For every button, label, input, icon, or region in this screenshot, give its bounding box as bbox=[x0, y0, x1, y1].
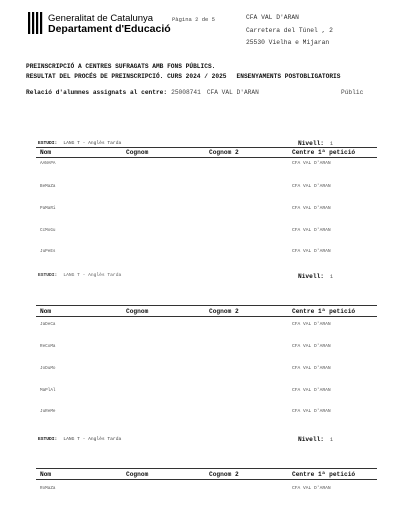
row-centre: CFA VAL D'ARAN bbox=[292, 322, 331, 327]
department-name: Departament d'Educació bbox=[48, 23, 171, 35]
divider bbox=[36, 316, 377, 317]
row-centre: CFA VAL D'ARAN bbox=[292, 161, 331, 166]
col-header-centre: Centre 1ª petició bbox=[292, 471, 356, 478]
row-centre: CFA VAL D'ARAN bbox=[292, 388, 331, 393]
col-header-centre: Centre 1ª petició bbox=[292, 308, 356, 315]
nivell-value: 1 bbox=[330, 141, 334, 147]
nivell bbox=[298, 436, 333, 443]
divider bbox=[36, 147, 377, 148]
row-nom: MaPlAl bbox=[40, 388, 56, 393]
col-header-cognom: Cognom bbox=[126, 308, 149, 315]
document-title: PREINSCRIPCIÓ A CENTRES SUFRAGATS AMB FONS PÚBLICS. bbox=[26, 63, 216, 70]
nivell-label: Nivell: bbox=[298, 273, 324, 280]
divider bbox=[36, 305, 377, 306]
nivell-label: Nivell: bbox=[298, 436, 324, 443]
col-header-centre: Centre 1ª petició bbox=[292, 149, 356, 156]
estudi-line bbox=[38, 141, 121, 146]
nivell bbox=[298, 140, 333, 147]
row-centre: CFA VAL D'ARAN bbox=[292, 344, 331, 349]
row-nom: JoDuMo bbox=[40, 366, 56, 371]
subtitle-left: RESULTAT DEL PROCÉS DE PREINSCRIPCIÓ. CURS 2024 / 2025 bbox=[26, 73, 227, 80]
divider bbox=[36, 468, 377, 469]
address-line-2: Carretera del Túnel , 2 bbox=[246, 27, 333, 34]
row-centre: CFA VAL D'ARAN bbox=[292, 206, 331, 211]
row-nom: RoMaZa bbox=[40, 486, 56, 491]
row-centre: CFA VAL D'ARAN bbox=[292, 409, 331, 414]
nivell-label: Nivell: bbox=[298, 140, 324, 147]
estudi-label: ESTUDI: bbox=[38, 141, 58, 146]
col-header-cognom: Cognom bbox=[126, 471, 149, 478]
address-line-1: CFA VAL D'ARAN bbox=[246, 14, 299, 21]
row-nom: AANAPA bbox=[40, 161, 56, 166]
row-centre: CFA VAL D'ARAN bbox=[292, 184, 331, 189]
row-nom: PaMaRi bbox=[40, 206, 56, 211]
row-centre: CFA VAL D'ARAN bbox=[292, 249, 331, 254]
nivell-value: 1 bbox=[330, 437, 334, 443]
col-header-nom: Nom bbox=[40, 471, 52, 478]
row-centre: CFA VAL D'ARAN bbox=[292, 366, 331, 371]
row-nom: ReCoMa bbox=[40, 344, 56, 349]
col-header-cognom2: Cognom 2 bbox=[209, 308, 239, 315]
centre-name: CFA VAL D'ARAN bbox=[206, 89, 259, 96]
document-subtitle bbox=[26, 73, 340, 80]
col-header-cognom: Cognom bbox=[126, 149, 149, 156]
address-line-3: 25530 Vielha e Mijaran bbox=[246, 39, 330, 46]
estudi-label: ESTUDI: bbox=[38, 273, 58, 278]
row-centre: CFA VAL D'ARAN bbox=[292, 228, 331, 233]
divider bbox=[36, 157, 377, 158]
estudi-line bbox=[38, 273, 121, 278]
estudi-value: LANG T - Anglès Tarda bbox=[63, 273, 122, 278]
relacio-label: Relació d'alumnes assignats al centre: bbox=[26, 89, 168, 96]
col-header-cognom2: Cognom 2 bbox=[209, 471, 239, 478]
estudi-line bbox=[38, 437, 121, 442]
page-number: Pàgina 2 de 5 bbox=[172, 16, 215, 23]
row-nom: JuPeEs bbox=[40, 249, 56, 254]
nivell bbox=[298, 273, 333, 280]
relacio-line bbox=[26, 89, 259, 96]
centre-type: Públic bbox=[341, 89, 364, 96]
estudi-value: LANG T - Anglès Tarda bbox=[63, 437, 122, 442]
col-header-nom: Nom bbox=[40, 149, 52, 156]
subtitle-right: ENSENYAMENTS POSTOBLIGATORIS bbox=[236, 73, 341, 80]
row-nom: JaDeCa bbox=[40, 322, 56, 327]
row-centre: CFA VAL D'ARAN bbox=[292, 486, 331, 491]
row-nom: JuReMe bbox=[40, 409, 56, 414]
divider bbox=[36, 479, 377, 480]
estudi-label: ESTUDI: bbox=[38, 437, 58, 442]
col-header-cognom2: Cognom 2 bbox=[209, 149, 239, 156]
row-nom: CcMoGu bbox=[40, 228, 56, 233]
org-name: Generalitat de Catalunya bbox=[48, 13, 154, 24]
col-header-nom: Nom bbox=[40, 308, 52, 315]
row-nom: BeMaZa bbox=[40, 184, 56, 189]
centre-code: 25008741 bbox=[171, 89, 201, 96]
generalitat-logo-icon bbox=[28, 12, 44, 34]
estudi-value: LANG T - Anglès Tarda bbox=[63, 141, 122, 146]
nivell-value: 1 bbox=[330, 274, 334, 280]
